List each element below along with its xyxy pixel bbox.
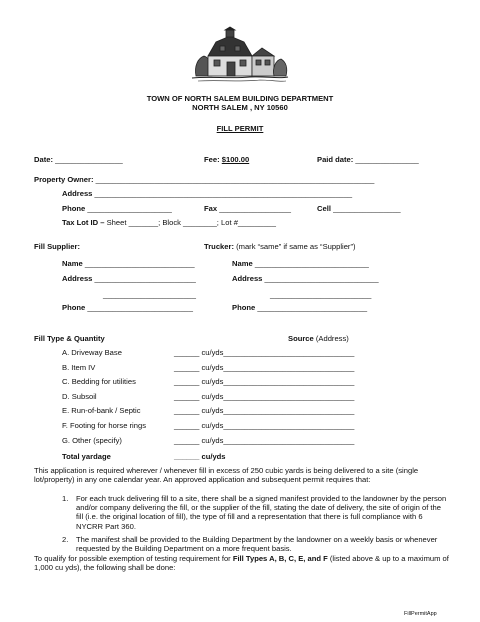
source-address-line: _______________________________ [223, 421, 355, 430]
fill-type-quantity-field[interactable] [174, 436, 354, 445]
supplier-phone-label: Phone [62, 303, 86, 312]
quantity-blank: ______ [174, 421, 200, 430]
source-address-line: _______________________________ [223, 391, 355, 401]
trucker-name-label: Name [232, 259, 253, 268]
department-name: TOWN OF NORTH SALEM BUILDING DEPARTMENT [146, 94, 334, 103]
owner-cell-field[interactable] [317, 204, 401, 213]
quantity-unit: cu/yds [201, 377, 224, 387]
owner-cell-label: Cell [317, 204, 331, 213]
trucker-address-field[interactable] [232, 274, 379, 283]
source-label: Source [288, 334, 314, 343]
fill-type-quantity-field[interactable] [174, 363, 354, 372]
owner-phone-label: Phone [62, 204, 86, 213]
quantity-blank: ______ [174, 435, 200, 445]
intro-paragraph: This application is required wherever / whenever fill in excess of 250 cubic yards is being delivered to a site (single lot/property) in any one calendar year. An approved application and subsequent permit requires that: [34, 466, 419, 485]
fill-type-label: B. Item IV [62, 362, 96, 372]
property-owner-field[interactable] [34, 175, 374, 184]
trucker-phone-line: __________________________ [257, 303, 368, 312]
fill-type-heading: Fill Type & Quantity [34, 334, 105, 343]
quantity-unit: cu/yds [201, 391, 224, 401]
supplier-name-line: __________________________ [84, 259, 195, 268]
qualify-pre: To qualify for possible exemption of testing requirement for [34, 554, 233, 563]
quantity-unit: cu/yds [201, 435, 224, 445]
trucker-phone-field[interactable] [232, 303, 367, 312]
fill-type-quantity-field[interactable] [174, 348, 354, 357]
source-address-line: _______________________________ [223, 406, 355, 416]
qualify-paragraph [34, 554, 449, 572]
quantity-unit: cu/yds [201, 406, 224, 416]
tax-lot-details: Sheet _______; Block ________; Lot #_________ [106, 218, 276, 227]
fill-type-label: D. Subsoil [62, 391, 97, 401]
source-note: (Address) [315, 334, 349, 343]
fill-type-label: A. Driveway Base [62, 348, 122, 357]
trucker-name-field[interactable] [232, 259, 369, 268]
department-address: NORTH SALEM , NY 10560 [192, 103, 288, 112]
owner-phone-line: ____________________ [87, 204, 172, 213]
quantity-unit: cu/yds [201, 362, 224, 372]
quantity-unit: cu/yds [201, 348, 224, 357]
property-owner-line: __________________________________________________________________ [95, 175, 375, 184]
quantity-blank: ______ [174, 391, 200, 401]
property-owner-label: Property Owner: [34, 175, 94, 184]
quantity-unit: cu/yds [201, 421, 224, 430]
item-2-number: 2. [62, 535, 69, 544]
barn-logo [190, 26, 290, 86]
owner-fax-line: _________________ [219, 204, 292, 213]
fee-label: Fee: [204, 155, 220, 164]
fill-type-quantity-field[interactable] [174, 392, 354, 401]
fill-type-quantity-field[interactable] [174, 406, 354, 415]
total-yardage-field[interactable] [174, 452, 226, 461]
quantity-blank: ______ [174, 348, 200, 357]
date-line: ________________ [55, 155, 123, 164]
qualify-post: (listed above & up to a maximum of 1,000 cu yds), the following shall be done: [34, 554, 449, 573]
owner-cell-line: ________________ [333, 204, 401, 213]
paid-date-field[interactable] [317, 155, 419, 164]
quantity-blank: ______ [174, 377, 200, 387]
trucker-phone-label: Phone [232, 303, 256, 312]
date-label: Date: [34, 155, 53, 164]
fee-field [204, 155, 249, 164]
item-1-text: For each truck delivering fill to a site, there shall be a signed manifest provided to the landowner by the person and/or company delivering the fill, or the supplier of the fill, stating the date of delivery, the site of origin of the fill (i.e. the original location of fill), the type of fill and a representation that there is full compliance with 6 NYCRR Part 360. [76, 494, 447, 531]
paid-date-label: Paid date: [317, 155, 354, 164]
form-title: FILL PERMIT [216, 124, 264, 133]
fill-type-quantity-field[interactable] [174, 377, 354, 386]
source-address-line: _______________________________ [223, 377, 355, 387]
date-field[interactable] [34, 155, 123, 164]
trucker-address-label: Address [232, 274, 263, 283]
trucker-label: Trucker: [204, 242, 234, 251]
fill-type-label: C. Bedding for utilities [62, 377, 136, 387]
source-address-line: _______________________________ [223, 362, 355, 372]
fill-type-label: E. Run-of-bank / Septic [62, 406, 141, 416]
owner-address-field[interactable] [62, 189, 352, 198]
supplier-address-field[interactable] [62, 274, 196, 283]
total-yardage-blank: ______ [174, 452, 200, 461]
fill-supplier-heading: Fill Supplier: [34, 242, 80, 251]
fill-type-quantity-field[interactable] [174, 421, 354, 430]
supplier-name-field[interactable] [62, 259, 195, 268]
source-address-line: _______________________________ [223, 348, 355, 357]
tax-lot-label: Tax Lot ID – [62, 218, 105, 227]
trucker-note: (mark “same” if same as “Supplier”) [236, 242, 356, 251]
supplier-address-line: ________________________ [94, 274, 196, 283]
fill-type-label: F. Footing for horse rings [62, 421, 146, 430]
trucker-address-line-2[interactable]: ________________________ [270, 290, 372, 299]
owner-fax-label: Fax [204, 204, 218, 213]
owner-fax-field[interactable] [204, 204, 291, 213]
source-address-line: _______________________________ [223, 435, 355, 445]
owner-address-line: _____________________________________________________________ [94, 189, 353, 198]
owner-address-label: Address [62, 189, 93, 198]
supplier-address-label: Address [62, 274, 93, 283]
trucker-heading [204, 242, 356, 251]
owner-phone-field[interactable] [62, 204, 172, 213]
fee-value: $100.00 [221, 155, 250, 164]
source-heading [288, 334, 349, 343]
fill-type-label: G. Other (specify) [62, 435, 122, 445]
quantity-blank: ______ [174, 406, 200, 416]
quantity-blank: ______ [174, 362, 200, 372]
trucker-name-line: ___________________________ [254, 259, 369, 268]
tax-lot-field[interactable] [62, 218, 276, 227]
supplier-name-label: Name [62, 259, 83, 268]
item-2-text: The manifest shall be provided to the Building Department by the landowner on a weekly basis or whenever requested by the Building Department on a more frequent basis. [76, 535, 438, 554]
item-1-number: 1. [62, 494, 69, 503]
supplier-phone-field[interactable] [62, 303, 193, 312]
trucker-address-line: ___________________________ [264, 274, 379, 283]
supplier-address-line-2[interactable]: ______________________ [103, 290, 196, 299]
supplier-phone-line: _________________________ [87, 303, 193, 312]
form-code: FillPermitApp [404, 611, 437, 617]
paid-date-line: _______________ [355, 155, 419, 164]
total-yardage-label: Total yardage [62, 452, 111, 461]
qualify-fill-types: Fill Types A, B, C, E, and F [232, 554, 328, 563]
total-yardage-unit: cu/yds [201, 452, 226, 461]
